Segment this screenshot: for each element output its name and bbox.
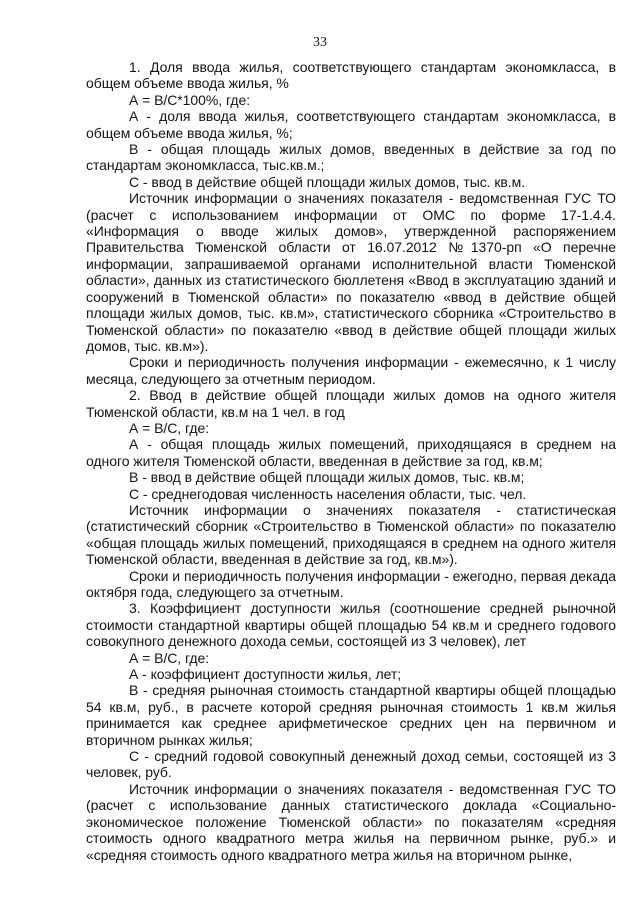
indicator-3-formula: А = В/С, где: [129,649,210,666]
indicator-1-def-a: А - доля ввода жилья, соответствующего стандартам экономкласса, в общем объеме ввода жилья, %; [86,108,616,141]
indicator-2-def-a: А - общая площадь жилых помещений, приходящаяся в среднем на одного жителя Тюменской области, введенная в действие за год, кв.м; [86,436,616,469]
indicator-1-def-c: С - ввод в действие общей площади жилых домов, тыс. кв.м. [129,173,526,190]
indicator-3-def-b: В - средняя рыночная стоимость стандартной квартиры общей площадью 54 кв.м, руб., в расчете которой средняя рыночная стоимость 1 кв.м жилья принимается как среднее арифметическое средних цен на первичном и вторичном рынках жилья; [86,682,616,748]
indicator-2-def-b: В - ввод в действие общей площади жилых домов, тыс. кв.м; [129,469,525,486]
indicator-3-source: Источник информации о значениях показателя - ведомственная ГУС ТО (расчет с использование данных статистического доклада «Социально-экономическое положение Тюменской области» по показателям «средняя стоимость одного квадратного метра жилья на первичном рынке, руб.» и «средняя стоимость одного квадратного метра жилья на вторичном рынке, [86,780,616,863]
indicator-2-formula: А = В/С, где: [129,419,210,436]
indicator-3-def-a: А - коэффициент доступности жилья, лет; [129,666,402,683]
indicator-2-heading: 2. Ввод в действие общей площади жилых домов на одного жителя Тюменской области, кв.м на 1 чел. в год [86,387,616,420]
page-number: 33 [313,35,327,50]
indicator-1-formula: А = В/С*100%, где: [129,91,251,108]
indicator-2-source: Источник информации о значениях показателя - статистическая (статистический сборник «Строительство в Тюменской области» по показателю «общая площадь жилых помещений, приходящаяся в среднем на одного жителя Тюменской области, введенная в действие за год, кв.м»). [86,501,616,568]
indicator-1-timing: Сроки и периодичность получения информации - ежемесячно, к 1 числу месяца, следующего за отчетным периодом. [86,354,616,387]
document-body [86,59,616,863]
indicator-1-def-b: В - общая площадь жилых домов, введенных в действие за год по стандартам экономкласса, тыс.кв.м.; [86,141,616,174]
indicator-2-def-c: С - среднегодовая численность населения области, тыс. чел. [129,485,527,502]
indicator-2-timing: Сроки и периодичность получения информации - ежегодно, первая декада октября года, следующего за отчетным. [86,567,616,600]
indicator-3-heading: 3. Коэффициент доступности жилья (соотношение средней рыночной стоимости стандартной квартиры общей площадью 54 кв.м и среднего годового совокупного денежного дохода семьи, состоящей из 3 человек), лет [86,600,616,650]
indicator-1-source: Источник информации о значениях показателя - ведомственная ГУС ТО (расчет с использованием информации от ОМС по форме 17-1.4.4. «Информация о вводе жилых домов», утвержденной распоряжением Правительства Тюменской области от 16.07.2012 №1370-рп «О перечне информации, запрашиваемой органами исполнительной власти Тюменской области», данных из статистического бюллетеня «Ввод в эксплуатацию зданий и сооружений в Тюменской области» по показателю «ввод в действие общей площади жилых домов, тыс. кв.м», статистического сборника «Строительство в Тюменской области» по показателю «ввод в действие общей площади жилых домов, тыс. кв.м»). [86,190,616,354]
indicator-3-def-c: С - средний годовой совокупный денежный доход семьи, состоящей из 3 человек, руб. [86,748,616,781]
indicator-1-heading: 1. Доля ввода жилья, соответствующего стандартам экономкласса, в общем объеме ввода жилья, % [86,59,616,92]
